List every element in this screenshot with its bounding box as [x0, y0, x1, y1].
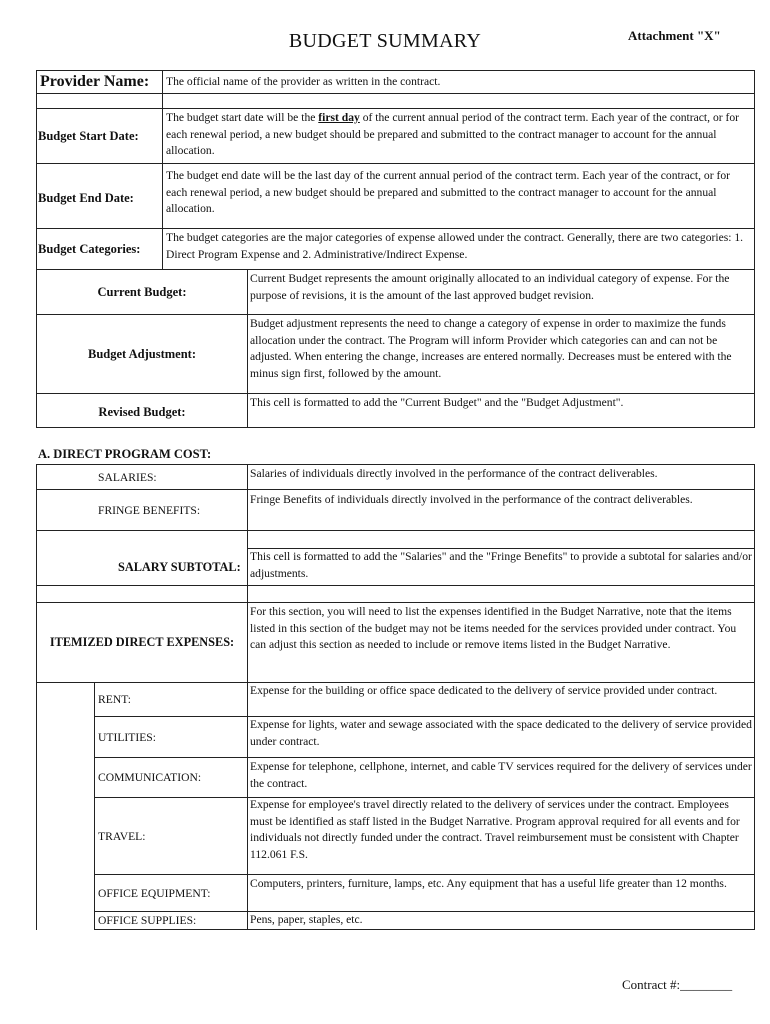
budget-start-date-label: Budget Start Date:	[38, 128, 139, 143]
rule	[36, 427, 755, 428]
rule	[94, 682, 95, 930]
salary-subtotal-description: This cell is formatted to add the "Salaries" and the "Fringe Benefits" to provide a subtotal for salaries and/or adjustments.	[250, 550, 752, 580]
budget-end-date-label: Budget End Date:	[38, 190, 134, 205]
rule	[36, 464, 37, 930]
travel-description: Expense for employee's travel directly related to the delivery of services under the contract. Employees must be identified as staff listed in the Budget Narrative. Program approval required for all events and for individuals not directly funded under the contract. Travel reimbursement must be consistent with Chapter 112.061 F.S.	[250, 798, 740, 861]
salaries-description: Salaries of individuals directly involved in the performance of the contract deliverables.	[250, 467, 658, 480]
rule	[36, 108, 755, 109]
current-budget-description: Current Budget represents the amount originally allocated to an individual category of expense. For the purpose of revisions, it is the amount of the last approved budget revision.	[250, 272, 730, 302]
start-desc-part: The budget start date will be the	[166, 111, 319, 124]
rule	[162, 70, 163, 269]
itemized-direct-expenses-label: ITEMIZED DIRECT EXPENSES:	[49, 635, 235, 649]
budget-adjustment-label: Budget Adjustment:	[88, 346, 196, 361]
salary-subtotal-label: SALARY SUBTOTAL:	[118, 559, 241, 574]
office-supplies-description: Pens, paper, staples, etc.	[250, 913, 363, 926]
rule	[247, 464, 248, 930]
budget-categories-label: Budget Categories:	[38, 241, 141, 256]
salaries-label: SALARIES:	[98, 470, 157, 484]
provider-name-label: Provider Name:	[40, 72, 150, 90]
budget-categories-description: The budget categories are the major categories of expense allowed under the contract. Generally, there are two categories: 1. Direct Program Expense and 2. Administrative/Indirect Expense.	[166, 231, 744, 261]
rule	[36, 228, 755, 229]
rule	[36, 163, 755, 164]
budget-end-date-description: The budget end date will be the last day of the current annual period of the contract term. Each year of the contract, or for each renewal period, a new budget should be prepared and submitted to the contract manager to account for the annual allocation.	[166, 169, 730, 215]
direct-program-cost-heading: A. DIRECT PROGRAM COST:	[38, 447, 212, 461]
fringe-benefits-label: FRINGE BENEFITS:	[98, 503, 201, 517]
rule	[754, 70, 755, 428]
utilities-label: UTILITIES:	[98, 730, 156, 744]
rule	[36, 585, 755, 586]
current-budget-label: Current Budget:	[97, 284, 187, 299]
start-desc-part: of the current annual period of the contract term. Each year of the contract, or for each renewal period, a new budget should be prepared and submitted to the contract manager to account for the annual allocation.	[166, 111, 740, 157]
contract-number-label: Contract #:________	[622, 977, 733, 992]
rule	[36, 530, 755, 531]
rule	[94, 929, 755, 930]
travel-label: TRAVEL:	[98, 829, 146, 843]
office-equipment-description: Computers, printers, furniture, lamps, etc. Any equipment that has a useful life greater than 12 months.	[250, 877, 727, 890]
rule	[247, 269, 248, 428]
rent-label: RENT:	[98, 693, 131, 706]
provider-name-description: The official name of the provider as written in the contract.	[166, 75, 441, 88]
rule	[36, 93, 755, 94]
office-supplies-label: OFFICE SUPPLIES:	[98, 914, 197, 927]
rule	[754, 464, 755, 930]
rule	[36, 393, 755, 394]
attachment-label: Attachment "X"	[628, 28, 721, 43]
communication-description: Expense for telephone, cellphone, internet, and cable TV services required for the delivery of services under the contract.	[250, 760, 752, 790]
utilities-description: Expense for lights, water and sewage associated with the space dedicated to the delivery of service provided under contract.	[250, 718, 752, 748]
revised-budget-label: Revised Budget:	[98, 404, 186, 419]
fringe-benefits-description: Fringe Benefits of individuals directly involved in the performance of the contract deliverables.	[250, 493, 693, 506]
budget-adjustment-description: Budget adjustment represents the need to change a category of expense in order to maximize the funds allocation under the contract. The Program will inform Provider which categories can and can not be adjusted. When entering the change, increases are entered normally. Decreases must be entered with the minus sign first, followed by the amount.	[250, 317, 732, 380]
page-title: BUDGET SUMMARY	[288, 30, 482, 52]
communication-label: COMMUNICATION:	[98, 771, 202, 784]
office-equipment-label: OFFICE EQUIPMENT:	[98, 886, 211, 900]
first-day-emphasis: first day	[318, 111, 360, 124]
budget-start-date-description	[166, 110, 752, 160]
itemized-direct-expenses-description: For this section, you will need to list the expenses identified in the Budget Narrative, note that the items listed in this section of the budget may not be items needed for the services provided under contract. You can adjust this section as needed to include or remove items listed in the Budget Narrative.	[250, 605, 737, 651]
rent-description: Expense for the building or office space dedicated to the delivery of service provided under contract.	[250, 684, 718, 697]
revised-budget-description: This cell is formatted to add the "Current Budget" and the "Budget Adjustment".	[250, 396, 624, 409]
